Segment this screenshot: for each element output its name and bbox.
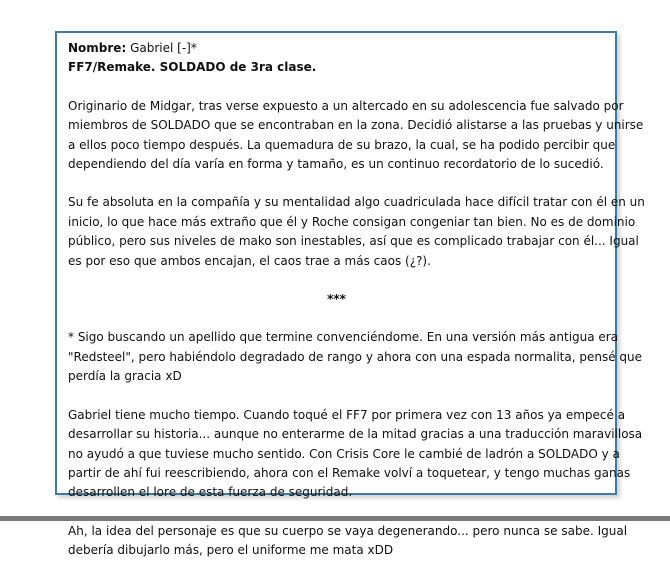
text-line: desarrollar su historia... aunque no enterarme de la mitad gracias a una traducción maravillosa [68, 427, 643, 442]
text-line: Su fe absoluta en la compañía y su mentalidad algo cuadriculada hace difícil tratar con él en un [68, 195, 645, 210]
text-line: debería dibujarlo más, pero el uniforme me mata xDD [68, 543, 394, 558]
text-line: Gabriel tiene mucho tiempo. Cuando toqué el FF7 por primera vez con 13 años ya empecé a [68, 407, 626, 422]
subtitle: FF7/Remake. SOLDADO de 3ra clase. [68, 60, 317, 75]
paragraph-personality [68, 193, 645, 271]
text-line: * Sigo buscando un apellido que termine convenciéndome. En una versión más antigua era [68, 330, 619, 345]
text-line: público, pero sus niveles de mako son inestables, así que es complicado trabajar con él... Igual [68, 234, 639, 249]
text-line: no ayudó a que tuviese mucho sentido. Con Crisis Core le cambié de ladrón a SOLDADO y a [68, 446, 620, 461]
paragraph-closing [68, 522, 628, 561]
text-line: dependiendo del día varía en forma y tamaño, es un continuo recordatorio de lo sucedió. [68, 157, 604, 172]
text-line: desarrollen el lore de esta fuerza de seguridad. [68, 485, 353, 500]
text-line: miembros de SOLDADO que se encontraban en la zona. Decidió alistarse a las pruebas y unirse [68, 118, 644, 133]
paragraph-origin [68, 97, 644, 175]
character-card [55, 31, 645, 558]
paragraph-surname-note [68, 328, 643, 386]
bottom-divider [0, 516, 670, 521]
section-separator: *** [327, 292, 346, 307]
paragraph-history [68, 406, 643, 503]
text-line: es por eso que ambos encajan, el caos trae a más caos (¿?). [68, 253, 431, 268]
name-line [68, 39, 605, 58]
text-line: inicio, lo que hace más extraño que él y Roche consigan congeniar tan bien. No es de dominio [68, 214, 636, 229]
text-line: a ellos poco tiempo después. La quemadura de su brazo, la cual, se ha podido percibir que [68, 137, 616, 152]
text-line: "Redsteel", pero habiéndolo degradado de rango y ahora con una espada normalita, pensé que [68, 349, 643, 364]
text-line: perdía la gracia xD [68, 369, 182, 384]
text-line: Originario de Midgar, tras verse expuesto a un altercado en su adolescencia fue salvado por [68, 98, 624, 113]
text-line: partir de ahí fui reescribiendo, ahora con el Remake volví a toquetear, y tengo muchas ganas [68, 465, 631, 480]
text-line: Ah, la idea del personaje es que su cuerpo se vaya degenerando... pero nunca se sabe. Igual [68, 523, 628, 538]
name-label: Nombre: [68, 41, 127, 55]
name-value: Gabriel [-]* [126, 41, 197, 55]
